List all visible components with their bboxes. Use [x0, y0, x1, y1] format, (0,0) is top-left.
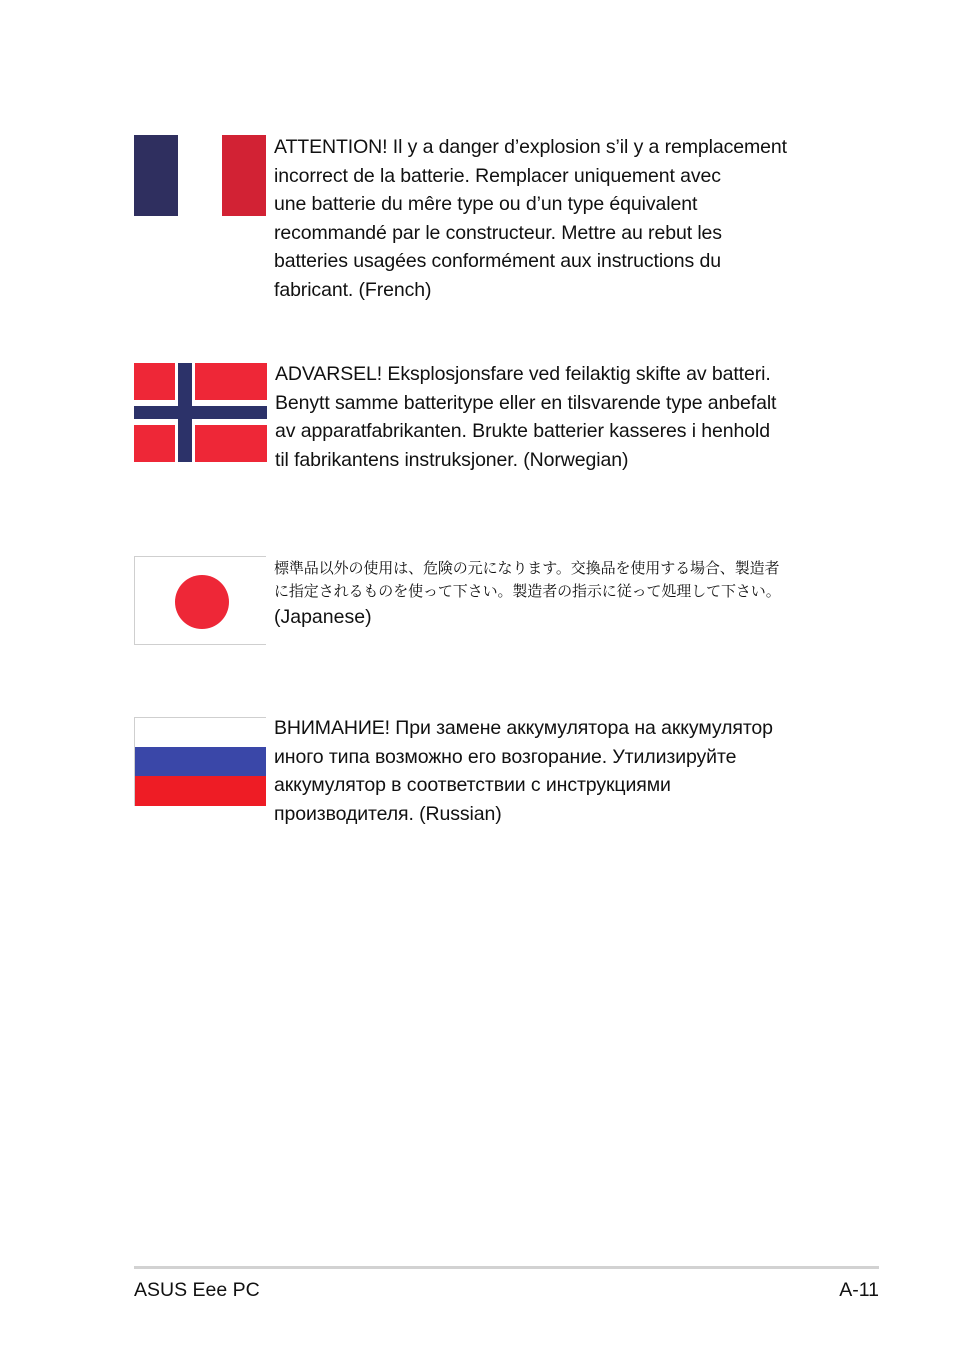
russian-warning-text: ВНИМАНИЕ! При замене аккумулятора на аккумулятор иного типа возможно его возгорание. Утилизируйте аккумулятор в соответствии с инструкциями производителя. (Russian) [274, 717, 773, 825]
norway-flag-cross-horizontal [134, 406, 267, 419]
russia-flag-white-stripe [135, 718, 266, 747]
norway-flag-icon [134, 363, 267, 462]
japan-flag-icon [134, 556, 266, 645]
russia-flag-blue-stripe [135, 747, 266, 776]
france-flag-blue-stripe [134, 135, 178, 216]
french-warning-text: ATTENTION! Il y a danger d’explosion s’il y a remplacement incorrect de la batterie. Remplacer uniquement avec une batterie du mêre type ou d’un type équivalent recommandé par le constructeur. Mettre au rebut les batteries usagées conformément aux instructions du fabricant. (French) [274, 136, 787, 301]
footer-divider [134, 1266, 879, 1269]
norway-flag-red-br [195, 425, 267, 462]
japanese-warning-text: 標準品以外の使用は、危険の元になります。交換品を使用する場合、製造者 に指定されるものを使って下さい。製造者の指示に従って処理して下さい。 [274, 560, 781, 600]
japan-flag-disc [175, 575, 229, 629]
france-flag-white-stripe [178, 135, 222, 216]
norwegian-warning-text: ADVARSEL! Eksplosjonsfare ved feilaktig skifte av batteri. Benytt samme batteritype eller en tilsvarende type anbefalt av apparatfabrikanten. Brukte batterier kasseres i henhold til fabrikantens instruksjoner. (Norwegian) [275, 363, 777, 471]
japanese-language-label: (Japanese) [274, 606, 372, 628]
france-flag-red-stripe [222, 135, 266, 216]
footer-page-number: A-11 [839, 1279, 879, 1301]
russia-flag-icon [134, 717, 266, 806]
footer-product-name: ASUS Eee PC [134, 1279, 260, 1301]
norway-flag-red-bl [134, 425, 175, 462]
france-flag-icon [134, 135, 266, 216]
norway-flag-red-tl [134, 363, 175, 400]
russia-flag-red-stripe [135, 776, 266, 806]
norway-flag-red-tr [195, 363, 267, 400]
